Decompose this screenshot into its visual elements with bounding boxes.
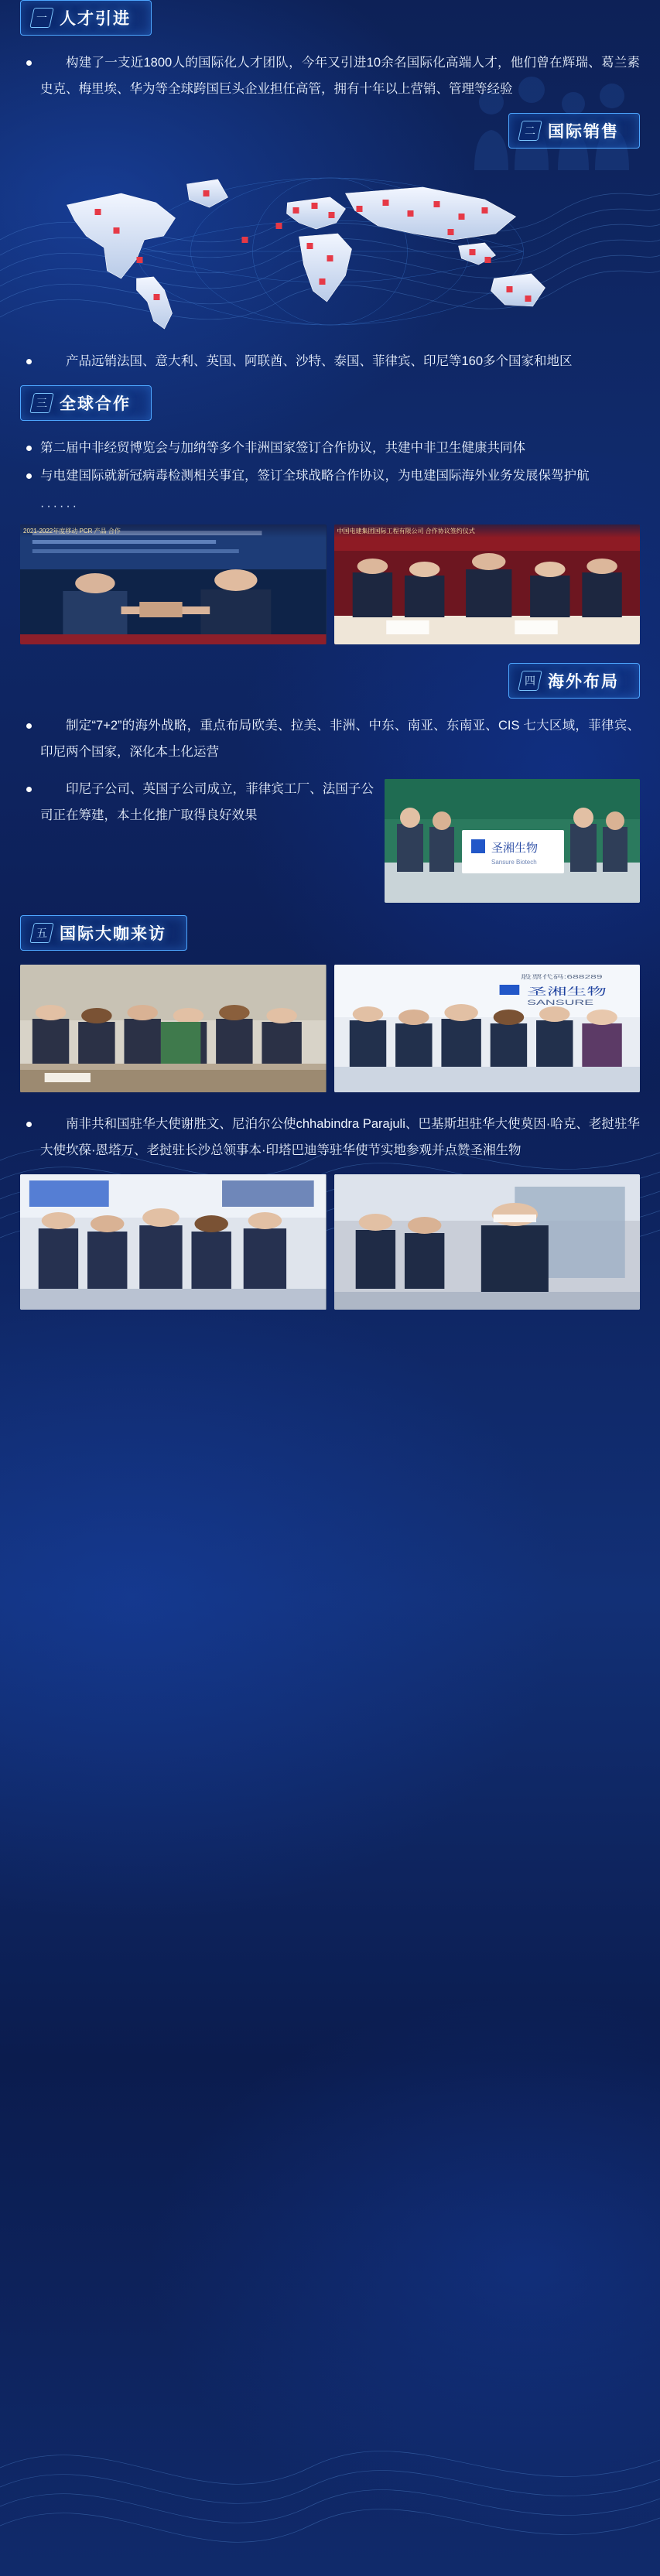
photo-vip-meeting-room: [20, 965, 327, 1092]
list-item: 南非共和国驻华大使谢胜文、尼泊尔公使chhabindra Parajuli、巴基斯坦驻华大使莫因·哈克、老挝驻华大使坎葆·恩塔万、老挝驻长沙总领事本·印塔巴迪等驻华使节实地参观并点赞圣湘生物: [20, 1111, 640, 1163]
section-title: 海外布局: [548, 673, 619, 691]
section-header-vip: [20, 915, 640, 951]
photo-signing-ceremony-2: [334, 524, 641, 644]
list-item: 第二届中非经贸博览会与加纳等多个非洲国家签订合作协议，共建中非卫生健康共同体: [20, 435, 640, 461]
list-item: 制定“7+2”的海外战略，重点布局欧美、拉美、非洲、中东、南亚、东南亚、CIS 七大区域，菲律宾、印尼两个国家，深化本土化运营: [20, 712, 640, 765]
list-item: 印尼子公司、英国子公司成立，菲律宾工厂、法国子公司正在筹建，本土化推广取得良好效果: [20, 776, 640, 828]
photo-vip-sansure-wall: [334, 965, 641, 1092]
section-title: 人才引进: [60, 10, 131, 28]
vip-photos-bottom: [20, 1174, 640, 1310]
vip-photos-top: [20, 965, 640, 1092]
photo-exhibition-booth: [20, 1174, 327, 1310]
section-badge: [508, 113, 640, 149]
vip-bullets: [20, 1111, 640, 1163]
section-number: 五: [29, 923, 54, 943]
section-badge: [20, 915, 187, 951]
section-header-overseas: [20, 663, 640, 699]
svg-text:圣湘生物: 圣湘生物: [491, 842, 539, 855]
section-title: 全球合作: [60, 395, 131, 413]
section-header-talent: [20, 0, 640, 36]
section-number: 二: [518, 121, 542, 141]
section-talent: [20, 0, 640, 102]
overseas-bullets-first: [20, 712, 640, 765]
photo-caption: 2021-2022年度移动 PCR 产品 合作: [20, 524, 327, 538]
section-header-sales: [20, 113, 640, 149]
section-badge: [20, 385, 152, 421]
section-number: 一: [29, 8, 54, 28]
overseas-wrap: [20, 776, 640, 907]
section-overseas-layout: [20, 663, 640, 907]
section-title: 国际销售: [548, 123, 619, 141]
svg-text:圣湘生物: 圣湘生物: [526, 986, 607, 998]
photo-signing-ceremony-1: [20, 524, 327, 644]
section-number: 四: [518, 671, 542, 691]
section-badge: [20, 0, 152, 36]
world-map: [20, 162, 640, 340]
sales-bullets: [20, 348, 640, 374]
section-vip-visits: [20, 915, 640, 1310]
section-global-cooperation: [20, 385, 640, 644]
section-badge: [508, 663, 640, 699]
cooperation-photos: [20, 524, 640, 644]
svg-text:股票代码:688289: 股票代码:688289: [520, 974, 603, 980]
cooperation-bullets: [20, 435, 640, 489]
photo-caption: 中国电建集团国际工程有限公司 合作协议签约仪式: [334, 524, 641, 538]
list-item: 产品远销法国、意大利、英国、阿联酋、沙特、泰国、菲律宾、印尼等160多个国家和地区: [20, 348, 640, 374]
decor-mesh-bottom: [0, 2212, 660, 2576]
talent-bullets: [20, 50, 640, 102]
list-item: 构建了一支近1800人的国际化人才团队，今年又引进10余名国际化高端人才，他们曾在辉瑞、葛兰素史克、梅里埃、华为等全球跨国巨头企业担任高管，拥有十年以上营销、管理等经验: [20, 50, 640, 102]
section-number: 三: [29, 393, 54, 413]
photo-lab-visit: [334, 1174, 641, 1310]
section-international-sales: [20, 113, 640, 374]
overseas-bullets-second: [20, 776, 640, 828]
section-title: 国际大咖来访: [60, 925, 166, 943]
svg-text:Sansure Biotech: Sansure Biotech: [491, 859, 537, 866]
svg-text:SANSURE: SANSURE: [526, 998, 593, 1006]
section-header-cooperation: [20, 385, 640, 421]
ellipsis-text: ······: [40, 500, 79, 513]
list-item: 与电建国际就新冠病毒检测相关事宜，签订全球战略合作协议，为电建国际海外业务发展保驾护航: [20, 463, 640, 489]
